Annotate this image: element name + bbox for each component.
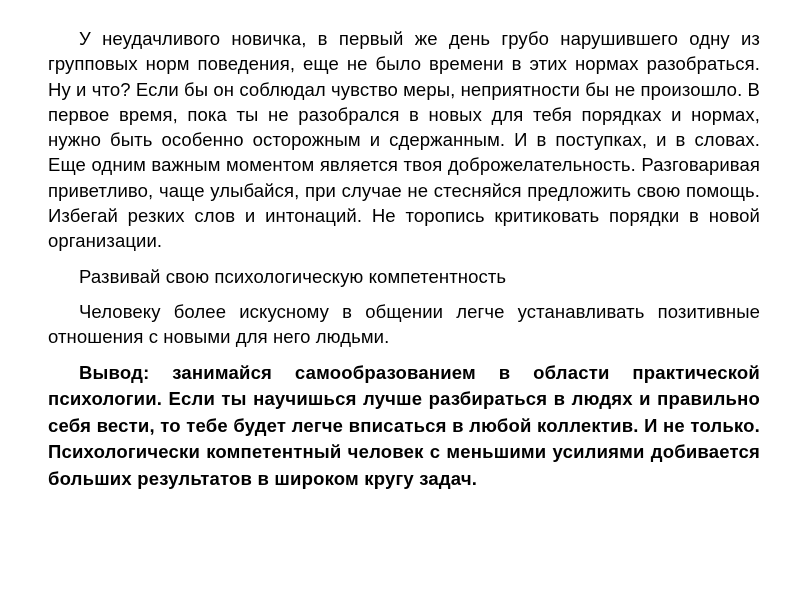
paragraph-communication-skill: Человеку более искусному в общении легче устанавливать позитивные отношения с новыми для него людьми. bbox=[48, 300, 760, 348]
paragraph-develop-competence: Развивай свою психологическую компетентность bbox=[79, 265, 507, 287]
paragraph-conclusion: Вывод: занимайся самообразованием в области практической психологии. Если ты научишься лучше разбираться в людях и правильно себя вести, то тебе будет легче вписаться в любой коллектив. И не только. Психологически компетентный человек с меньшими усилиями добивается больших результатов в широком кругу задач. bbox=[48, 361, 760, 489]
paragraph-newcomer-advice: У неудачливого новичка, в первый же день грубо нарушившего одну из групповых норм поведения, еще не было времени в этих нормах разобраться. Ну и что? Если бы он соблюдал чувство меры, неприятности бы не произошло. В первое время, пока ты не разобрался в новых для тебя порядках и нормах, нужно быть особенно осторожным и сдержанным. И в поступках, и в словах. Еще одним важным моментом является твоя доброжелательность. Разговаривая приветливо, чаще улыбайся, при случае не стесняйся предложить свою помощь. Избегай резких слов и интонаций. Не торопись критиковать порядки в новой организации. bbox=[48, 28, 760, 252]
